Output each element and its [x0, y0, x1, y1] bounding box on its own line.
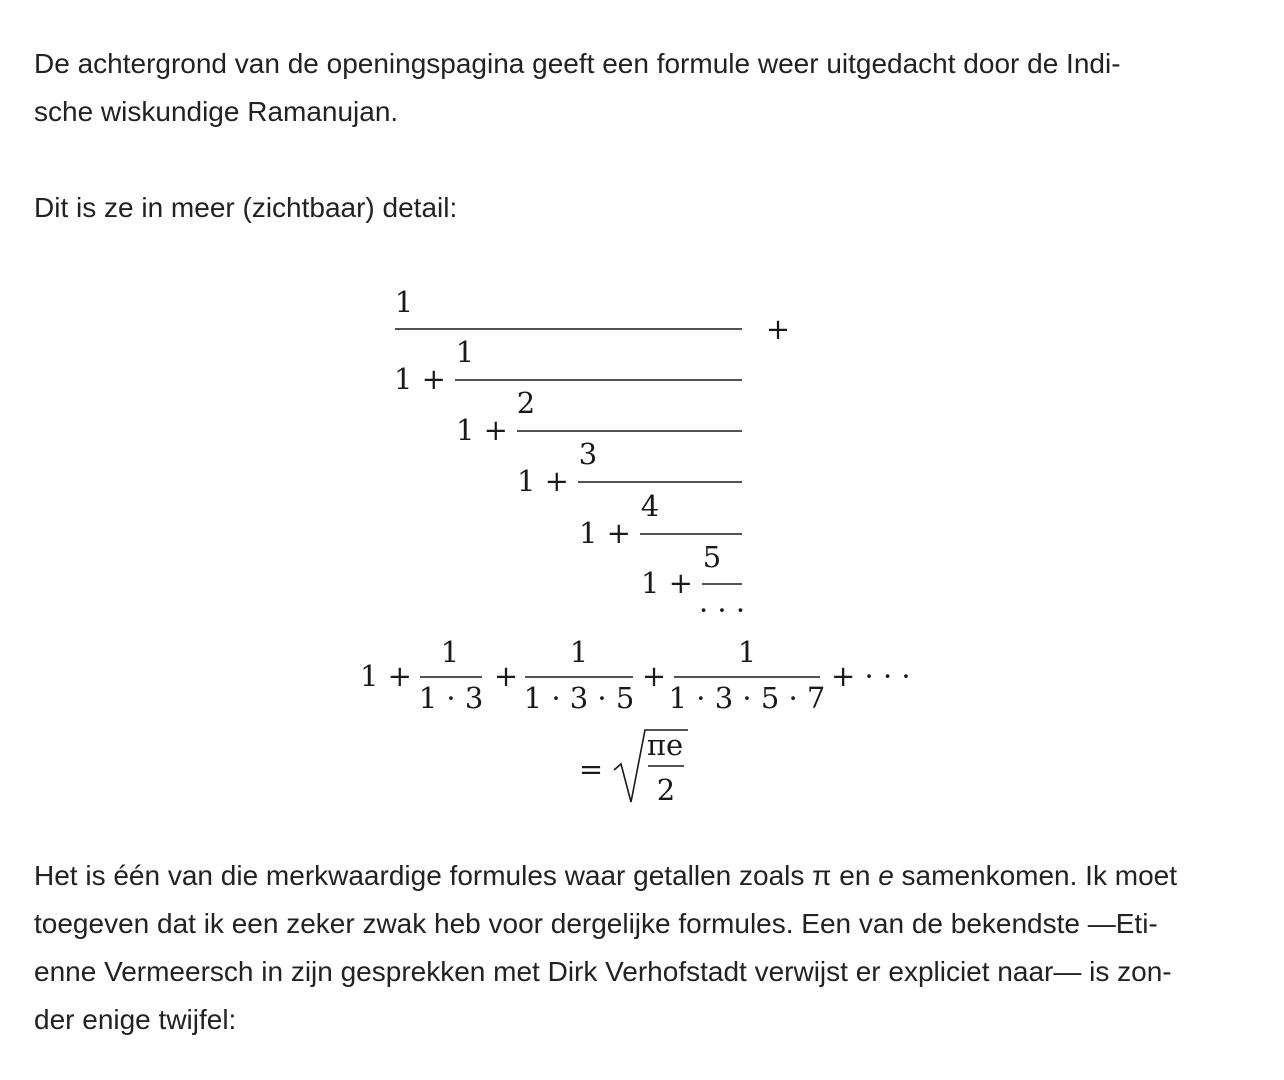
series-term-3-num: 1 — [737, 635, 757, 669]
outro-line-1-b: samenkomen. Ik moet — [893, 860, 1177, 891]
result-pi: π — [646, 728, 666, 762]
result — [579, 728, 688, 807]
cf-one-plus-3: 1 + — [517, 464, 569, 498]
cf-ellipsis: · · · — [698, 593, 746, 627]
result-e: e — [665, 728, 684, 762]
cf-one-plus-4: 1 + — [579, 516, 631, 550]
series-lead: 1 + — [360, 659, 412, 693]
series-term-1-num: 1 — [440, 635, 460, 669]
cf-one-plus-2: 1 + — [456, 413, 508, 447]
cf-numerator-2: 1 — [455, 335, 475, 369]
series-plus-2: + — [641, 659, 667, 693]
intro-line-1: De achtergrond van de openingspagina geeft een formule weer uitgedacht door de Indi- — [34, 48, 1121, 79]
sqrt-sign-icon — [614, 730, 688, 802]
cf-one-plus-1: 1 + — [394, 362, 446, 396]
cf-numerator-6: 5 — [702, 540, 722, 574]
series-plus-1: + — [493, 659, 519, 693]
series-term-2-num: 1 — [569, 635, 589, 669]
detail-paragraph: Dit is ze in meer (zichtbaar) detail: — [34, 192, 458, 223]
series-term-2-den: 1 · 3 · 5 — [523, 681, 635, 715]
result-denominator: 2 — [656, 773, 676, 807]
result-equals: = — [578, 752, 604, 786]
outro-line-1-em: e — [878, 860, 894, 891]
cf-numerator-4: 3 — [578, 437, 598, 471]
cf-numerator-3: 2 — [516, 386, 536, 420]
result-numerator — [647, 728, 683, 762]
series-tail: + · · · — [831, 659, 911, 693]
cf-trailing-plus: + — [765, 312, 791, 346]
series — [360, 635, 911, 715]
cf-numerator-5: 4 — [640, 489, 660, 523]
outro-line-3: enne Vermeersch in zijn gesprekken met Dirk Verhofstadt verwijst er expliciet naar— is zon- — [34, 956, 1172, 987]
outro-line-2: toegeven dat ik een zeker zwak heb voor dergelijke formules. Een van de bekendste —Eti- — [34, 908, 1158, 939]
series-term-3-den: 1 · 3 · 5 · 7 — [668, 681, 826, 715]
continued-fraction — [394, 285, 790, 627]
outro-line-4: der enige twijfel: — [34, 1004, 237, 1035]
outro-paragraph — [34, 852, 1250, 1044]
series-term-1-den: 1 · 3 — [418, 681, 484, 715]
intro-line-2: sche wiskundige Ramanujan. — [34, 96, 399, 127]
cf-numerator-1: 1 — [394, 285, 414, 319]
outro-line-1-a: Het is één van die merkwaardige formules waar getallen zoals π en — [34, 860, 879, 891]
intro-paragraph — [34, 40, 1250, 136]
cf-one-plus-5: 1 + — [641, 566, 693, 600]
